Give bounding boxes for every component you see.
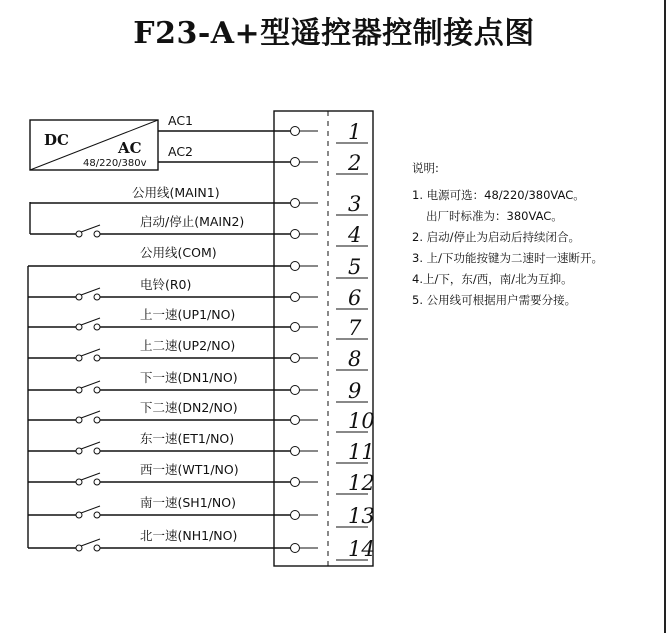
terminal-number: 6 [348,286,362,310]
terminal-row-3 [30,185,368,216]
terminal-number: 12 [348,471,375,495]
terminal-row-14 [28,528,375,561]
terminal-row-12 [28,462,375,495]
wire-label: 下一速(DN1/NO) [140,370,238,385]
terminal-number: 10 [348,409,375,433]
terminal-row-2 [158,144,368,175]
contact-pin [94,231,100,237]
contact-pin [94,448,100,454]
terminal-screw [291,544,300,553]
note-line: 3. 上/下功能按键为二速时一速断开。 [412,251,604,265]
terminal-row-5 [28,245,368,279]
notes-panel [412,158,662,311]
wire-label: AC1 [168,113,194,128]
page-edge [664,0,666,633]
terminal-screw [291,127,300,136]
terminal-row-1 [158,113,368,144]
notes-header: 说明: [412,161,439,175]
terminal-row-4 [30,214,368,247]
contact-pin [94,324,100,330]
terminal-row-6 [28,277,368,310]
terminal-screw [291,262,300,271]
terminal-number: 7 [348,316,362,340]
wire-label: 北一速(NH1/NO) [140,528,238,543]
wire-label: 东一速(ET1/NO) [140,431,235,446]
contact-pin [94,545,100,551]
terminal-screw [291,230,300,239]
contact-pin [94,417,100,423]
terminal-row-13 [28,495,375,528]
terminal-screw [291,354,300,363]
contact-pin [94,479,100,485]
terminal-screw [291,293,300,302]
note-line: 4.上/下，东/西，南/北为互抑。 [412,272,573,286]
contact-pin [94,387,100,393]
power-supply-box [30,120,158,170]
contact-pin [94,294,100,300]
wire-label: 西一速(WT1/NO) [140,462,239,477]
terminal-number: 4 [348,223,362,247]
terminal-screw [291,447,300,456]
terminal-row-7 [28,307,368,340]
wire-label: 启动/停止(MAIN2) [140,214,245,229]
wire-label: 南一速(SH1/NO) [140,495,236,510]
wire-label: 电铃(R0) [140,277,192,292]
terminal-row-9 [28,370,368,403]
terminal-number: 9 [348,379,362,403]
contact-pin [94,512,100,518]
terminal-number: 1 [348,120,362,144]
terminal-number: 2 [348,151,362,175]
terminal-row-11 [28,431,375,464]
terminal-number: 5 [348,255,362,279]
note-line: 出厂时标准为：380VAC。 [426,209,563,223]
terminal-screw [291,323,300,332]
note-line: 1. 电源可选：48/220/380VAC。 [412,188,585,202]
diagram-title: F23-A+型遥控器控制接点图 [133,16,535,51]
terminal-row-10 [28,400,375,433]
terminal-number: 13 [348,504,375,528]
power-box-dc-label: DC [44,131,69,149]
terminal-number: 3 [348,192,362,216]
terminal-row-8 [28,338,368,371]
wire-label: 上一速(UP1/NO) [140,307,236,322]
contact-pin [94,355,100,361]
terminal-screw [291,511,300,520]
power-box-ac-label: AC [118,139,142,157]
terminal-number: 11 [348,440,375,464]
terminal-number: 8 [348,347,362,371]
wire-label: 上二速(UP2/NO) [140,338,236,353]
terminal-screw [291,386,300,395]
terminal-screw [291,478,300,487]
note-line: 5. 公用线可根据用户需要分接。 [412,293,577,307]
wire-label: 下二速(DN2/NO) [140,400,238,415]
wire-label: 公用线(MAIN1) [132,185,220,200]
terminal-screw [291,416,300,425]
wire-label: 公用线(COM) [140,245,217,260]
terminal-number: 14 [348,537,375,561]
wire-label: AC2 [168,144,194,159]
terminal-screw [291,199,300,208]
terminal-screw [291,158,300,167]
power-box-voltage-label: 48/220/380v [83,158,147,169]
note-line: 2. 启动/停止为启动后持续闭合。 [412,230,581,244]
